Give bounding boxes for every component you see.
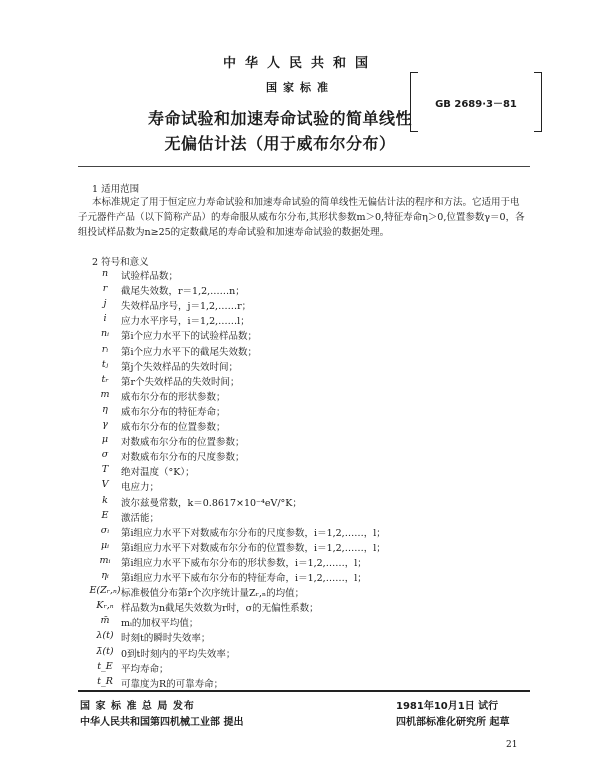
symbol-meaning: 试验样品数；	[121, 271, 179, 282]
footer-date: 1981年10月1日 试行	[396, 701, 499, 712]
symbol-row	[86, 630, 526, 645]
symbol-row	[86, 661, 526, 676]
symbol-term: E(Zᵣ,ₙ)	[89, 585, 121, 597]
symbol-meaning: 样品数为n截尾失效数为r时，σ的无偏性系数；	[121, 603, 319, 615]
symbol-meaning: 第i个应力水平下的截尾失效数；	[121, 346, 258, 358]
document-title-line2: 无偏估计法（用于威布尔分布）	[164, 134, 396, 153]
symbol-meaning: 第j个失效样品的失效时间；	[121, 361, 238, 373]
symbol-row	[86, 404, 526, 419]
symbol-meaning: 绝对温度（°K）；	[121, 467, 195, 479]
section1-paragraph: 本标准规定了用于恒定应力寿命试验和加速寿命试验的简单线性无偏估计法的程序和方法。它适用于电子元器件产品（以下简称产品）的寿命服从威布尔分布,其形状参数m＞0,特征寿命η＞0,位置参数γ＝0，各组投试样品数为n≥25的定数截尾的寿命试验和加速寿命试验的数据处理。	[78, 197, 525, 238]
symbol-term: T	[101, 464, 109, 476]
section1-heading: 1 适用范围	[92, 184, 140, 195]
symbol-meaning: 对数威布尔分布的位置参数；	[121, 437, 245, 449]
symbol-term: j	[103, 298, 107, 310]
symbol-term: γ	[102, 419, 108, 430]
symbol-row	[86, 510, 526, 525]
symbol-meaning: 电应力；	[121, 482, 160, 494]
symbol-row	[86, 495, 526, 510]
standard-type-heading: 国家标准	[266, 81, 334, 94]
symbol-row	[86, 434, 526, 449]
symbol-meaning: 激活能；	[121, 512, 160, 524]
symbol-term: t_E	[97, 660, 113, 672]
symbol-row	[86, 464, 526, 479]
symbol-term: λ̄(t)	[96, 645, 114, 657]
symbol-term: η	[102, 403, 108, 415]
symbol-term: n	[101, 268, 109, 279]
symbol-meaning: 可靠度为R的可靠寿命；	[121, 678, 224, 690]
symbol-meaning: 波尔兹曼常数，k＝0.8617×10⁻⁴eV/°K；	[121, 497, 302, 509]
symbol-meaning: 威布尔分布的位置参数；	[121, 422, 226, 433]
symbol-term: ηᵢ	[101, 570, 109, 581]
symbol-term: k	[102, 494, 108, 506]
symbol-row	[86, 555, 526, 570]
symbol-meaning: 第i组应力水平下对数威布尔分布的位置参数，i＝1,2,……，l；	[121, 542, 386, 554]
symbol-row	[86, 374, 526, 389]
standard-code: GB 2689·3－81	[435, 99, 517, 110]
symbol-row	[86, 389, 526, 404]
symbol-meaning: 对数威布尔分布的尺度参数；	[121, 452, 245, 464]
symbol-row	[86, 449, 526, 464]
standard-code-box	[410, 72, 542, 132]
symbol-meaning: 第i组应力水平下对数威布尔分布的尺度参数，i＝1,2,……，l；	[121, 527, 386, 539]
symbol-meaning: 标准极值分布第r个次序统计量Zᵣ,ₙ的均值；	[121, 588, 305, 600]
symbol-row	[86, 479, 526, 494]
footer-proposer: 中华人民共和国第四机械工业部 提出	[80, 717, 244, 728]
symbol-meaning: 第i组应力水平下威布尔分布的特征寿命，i＝1,2,……，l；	[121, 573, 367, 584]
symbol-term: Kᵣ,ₙ	[96, 600, 114, 612]
symbol-meaning: 平均寿命；	[121, 663, 169, 675]
symbol-meaning: mᵢ的加权平均值；	[121, 618, 199, 630]
symbol-row	[86, 676, 526, 691]
footer-divider	[78, 690, 530, 692]
footer-issuer: 国 家 标 准 总 局 发布	[80, 701, 195, 712]
symbol-row	[86, 615, 526, 630]
symbol-meaning: 失效样品序号，j＝1,2,……r；	[121, 301, 252, 313]
document-title-line1: 寿命试验和加速寿命试验的简单线性	[147, 109, 412, 128]
symbol-term: r	[102, 283, 108, 295]
symbol-meaning: 第r个失效样品的失效时间；	[121, 376, 240, 388]
symbol-row	[86, 525, 526, 540]
section2-heading: 2 符号和意义	[92, 257, 149, 268]
symbol-meaning: 0到t时刻内的平均失效率；	[121, 648, 236, 660]
symbol-row	[86, 283, 526, 298]
symbol-meaning: 威布尔分布的形状参数；	[121, 391, 226, 403]
symbol-term: mᵢ	[99, 554, 111, 566]
symbol-meaning: 第i组应力水平下威布尔分布的形状参数，i＝1,2,……，l；	[121, 557, 367, 569]
symbol-term: σ	[101, 449, 109, 461]
symbol-term: m̄	[100, 615, 110, 627]
symbol-term: V	[101, 479, 109, 491]
country-heading: 中华人民共和国	[222, 56, 377, 71]
symbol-term: tᵣ	[101, 373, 109, 385]
symbol-term: μᵢ	[100, 539, 110, 551]
symbol-term: tⱼ	[101, 358, 109, 370]
footer-drafter: 四机部标准化研究所 起草	[396, 717, 510, 728]
symbol-term: E	[101, 509, 109, 521]
symbol-term: σᵢ	[100, 524, 110, 536]
symbol-term: μ	[101, 434, 109, 446]
symbol-meaning: 时刻t的瞬时失效率；	[121, 633, 211, 645]
symbol-row	[86, 570, 526, 585]
symbol-term: m	[100, 388, 110, 400]
page-number: 21	[506, 740, 518, 750]
symbol-term: rᵢ	[101, 343, 109, 355]
symbol-meaning: 威布尔分布的特征寿命；	[121, 406, 226, 418]
symbol-row	[86, 328, 526, 343]
symbol-meaning: 截尾失效数，r＝1,2,……n；	[121, 286, 245, 298]
header-divider	[78, 166, 530, 167]
symbol-row	[86, 646, 526, 661]
symbol-row	[86, 540, 526, 555]
symbol-row	[86, 419, 526, 434]
symbol-row	[86, 600, 526, 615]
symbol-row	[86, 359, 526, 374]
symbol-row	[86, 268, 526, 283]
symbol-row	[86, 313, 526, 328]
symbol-meaning: 第i个应力水平下的试验样品数；	[121, 331, 258, 343]
symbol-term: λ(t)	[96, 630, 114, 642]
symbol-term: nᵢ	[100, 328, 110, 340]
symbol-row	[86, 585, 526, 600]
symbol-meaning: 应力水平序号，i＝1,2,……l；	[121, 316, 250, 328]
symbol-row	[86, 298, 526, 313]
symbol-term: i	[103, 313, 107, 325]
symbol-term: t_R	[97, 675, 113, 687]
symbol-row	[86, 344, 526, 359]
